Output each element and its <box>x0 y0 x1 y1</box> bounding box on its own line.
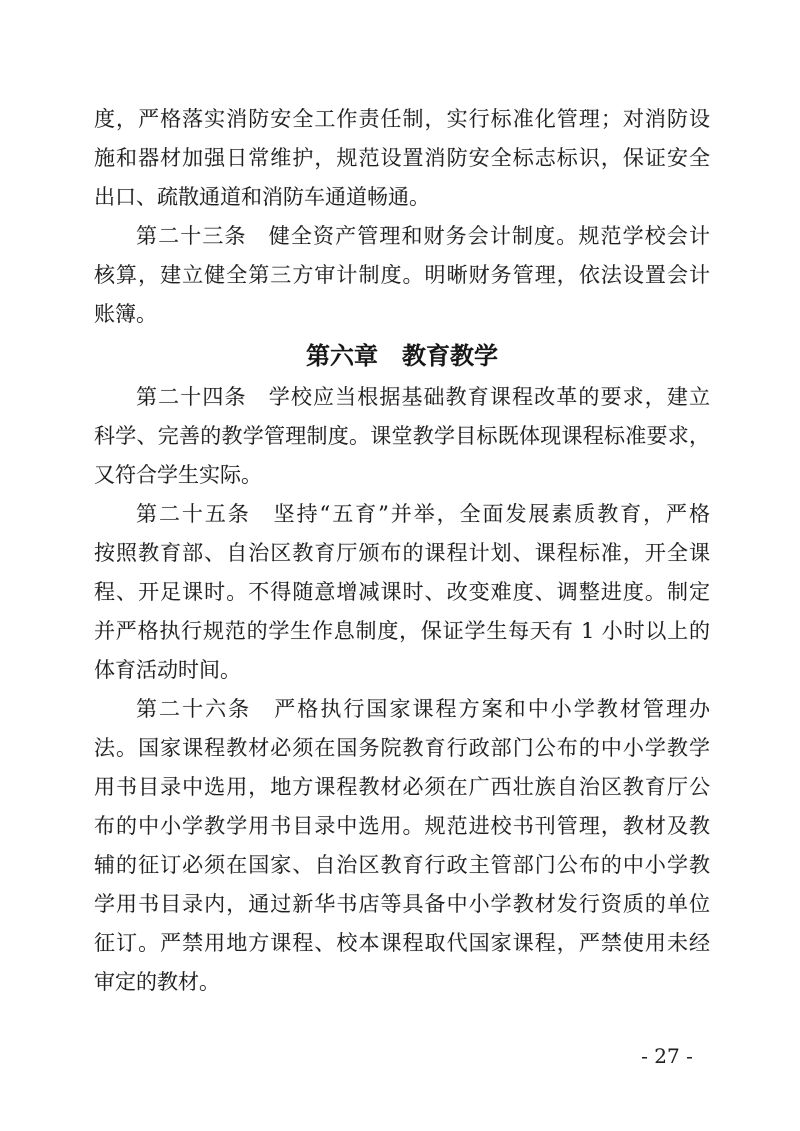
text-line: 学用书目录内，通过新华书店等具备中小学教材发行资质的单位 <box>94 892 710 916</box>
text-line: 并严格执行规范的学生作息制度，保证学生每天有 1 小时以上的 <box>94 619 710 643</box>
text-line: 法。国家课程教材必须在国务院教育行政部门公布的中小学教学 <box>94 736 710 760</box>
text-line: 按照教育部、自治区教育厅颁布的课程计划、课程标准，开全课 <box>94 541 710 565</box>
text-line: 账簿。 <box>94 302 157 326</box>
text-line: 核算，建立健全第三方审计制度。明晰财务管理，依法设置会计 <box>94 263 710 287</box>
text-line: 审定的教材。 <box>94 970 220 994</box>
text-line-article-24-start: 第二十四条 学校应当根据基础教育课程改革的要求，建立 <box>136 385 710 409</box>
page-number: - 27 - <box>641 1044 693 1068</box>
text-line: 布的中小学教学用书目录中选用。规范进校书刊管理，教材及教 <box>94 814 710 838</box>
text-line: 辅的征订必须在国家、自治区教育行政主管部门公布的中小学教 <box>94 853 710 877</box>
text-line: 又符合学生实际。 <box>94 463 262 487</box>
document-body <box>94 100 710 1002</box>
text-line: 征订。严禁用地方课程、校本课程取代国家课程，严禁使用未经 <box>94 931 710 955</box>
text-line: 体育活动时间。 <box>94 658 241 682</box>
text-line: 科学、完善的教学管理制度。课堂教学目标既体现课程标准要求， <box>94 424 710 448</box>
text-line: 出口、疏散通道和消防车通道畅通。 <box>94 185 430 209</box>
chapter-heading: 第六章 教育教学 <box>306 342 498 370</box>
text-line-article-25-start: 第二十五条 坚持“五育”并举，全面发展素质教育，严格 <box>136 502 710 526</box>
text-line-article-23-start: 第二十三条 健全资产管理和财务会计制度。规范学校会计 <box>136 224 710 248</box>
text-line: 程、开足课时。不得随意增减课时、改变难度、调整进度。制定 <box>94 580 710 604</box>
text-line: 用书目录中选用，地方课程教材必须在广西壮族自治区教育厅公 <box>94 775 710 799</box>
text-line: 施和器材加强日常维护，规范设置消防安全标志标识，保证安全 <box>94 146 710 170</box>
text-line-article-26-start: 第二十六条 严格执行国家课程方案和中小学教材管理办 <box>136 697 710 721</box>
text-line: 度，严格落实消防安全工作责任制，实行标准化管理；对消防设 <box>94 107 710 131</box>
